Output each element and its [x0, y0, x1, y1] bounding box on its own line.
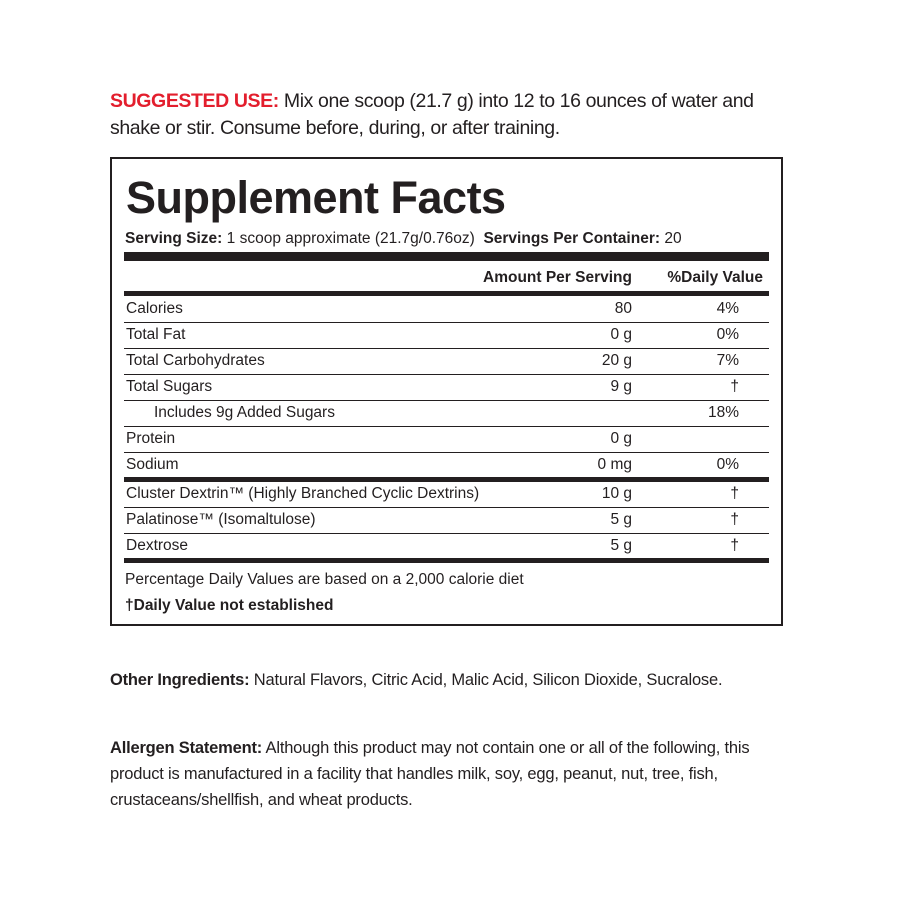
divider-bottom — [124, 558, 769, 563]
nutrient-dv: 18% — [707, 404, 739, 421]
facts-column-header — [124, 267, 769, 291]
divider-header — [124, 291, 769, 296]
facts-title: Supplement Facts — [126, 172, 506, 223]
ingredient-dv: † — [730, 537, 739, 554]
suggested-use-label: SUGGESTED USE: — [110, 90, 279, 112]
supplement-facts-panel — [110, 157, 783, 626]
nutrient-name: Includes 9g Added Sugars — [154, 404, 335, 421]
table-row — [124, 401, 769, 427]
table-row — [124, 508, 769, 534]
nutrient-name: Total Sugars — [126, 378, 213, 395]
nutrient-amount: 9 g — [610, 378, 632, 395]
table-row — [124, 349, 769, 375]
nutrient-amount: 20 g — [601, 352, 632, 369]
nutrient-name: Protein — [126, 430, 176, 447]
nutrient-dv: 0% — [716, 456, 739, 473]
nutrient-dv: 7% — [716, 352, 739, 369]
dagger-footnote: †Daily Value not established — [125, 597, 334, 614]
serving-info — [125, 229, 775, 249]
allergen-statement — [110, 735, 790, 813]
table-row — [124, 323, 769, 349]
table-row — [124, 534, 769, 560]
nutrient-dv: † — [730, 378, 739, 395]
nutrient-name: Total Fat — [126, 326, 186, 343]
table-row — [124, 297, 769, 323]
nutrient-amount: 0 g — [610, 326, 632, 343]
servings-per-container-value: 20 — [660, 230, 682, 247]
nutrient-dv: 4% — [716, 300, 739, 317]
nutrient-dv: 0% — [716, 326, 739, 343]
suggested-use-text: Mix one scoop (21.7 g) into 12 to 16 ounces of water and shake or stir. Consume before, during, or after training. — [110, 90, 754, 139]
serving-size-label: Serving Size: — [125, 230, 223, 247]
nutrient-name: Sodium — [126, 456, 179, 473]
table-row — [124, 453, 769, 479]
nutrient-amount: 0 mg — [597, 456, 632, 473]
ingredient-name: Cluster Dextrin™ (Highly Branched Cyclic Dextrins) — [126, 485, 480, 502]
allergen-label: Allergen Statement: — [110, 739, 263, 757]
nutrient-name: Calories — [126, 300, 183, 317]
servings-per-container-label: Servings Per Container: — [483, 230, 661, 247]
table-row — [124, 482, 769, 508]
other-ingredients-label: Other Ingredients: — [110, 671, 250, 689]
nutrient-name: Total Carbohydrates — [126, 352, 265, 369]
daily-value-footnote: Percentage Daily Values are based on a 2,000 calorie diet — [125, 571, 524, 588]
ingredient-dv: † — [730, 485, 739, 502]
serving-size-value: 1 scoop approximate (21.7g/0.76oz) — [222, 230, 475, 247]
suggested-use — [110, 88, 800, 142]
ingredient-amount: 5 g — [610, 511, 632, 528]
ingredient-amount: 5 g — [610, 537, 632, 554]
ingredient-dv: † — [730, 511, 739, 528]
other-ingredients-text: Natural Flavors, Citric Acid, Malic Acid, Silicon Dioxide, Sucralose. — [249, 671, 723, 689]
ingredient-amount: 10 g — [601, 485, 632, 502]
nutrient-amount: 0 g — [610, 430, 632, 447]
amount-per-serving-header: Amount Per Serving — [483, 269, 632, 286]
table-row — [124, 375, 769, 401]
other-ingredients — [110, 667, 790, 693]
table-row — [124, 427, 769, 453]
ingredient-name: Palatinose™ (Isomaltulose) — [126, 511, 316, 528]
ingredient-name: Dextrose — [126, 537, 189, 554]
daily-value-header: %Daily Value — [667, 269, 763, 286]
allergen-text: Although this product may not contain one or all of the following, this product is manufactured in a facility that handles milk, soy, egg, peanut, nut, tree, fish, crustaceans/shellfish, and wheat products. — [110, 739, 750, 809]
divider-thick-top — [124, 252, 769, 261]
nutrient-amount: 80 — [614, 300, 632, 317]
